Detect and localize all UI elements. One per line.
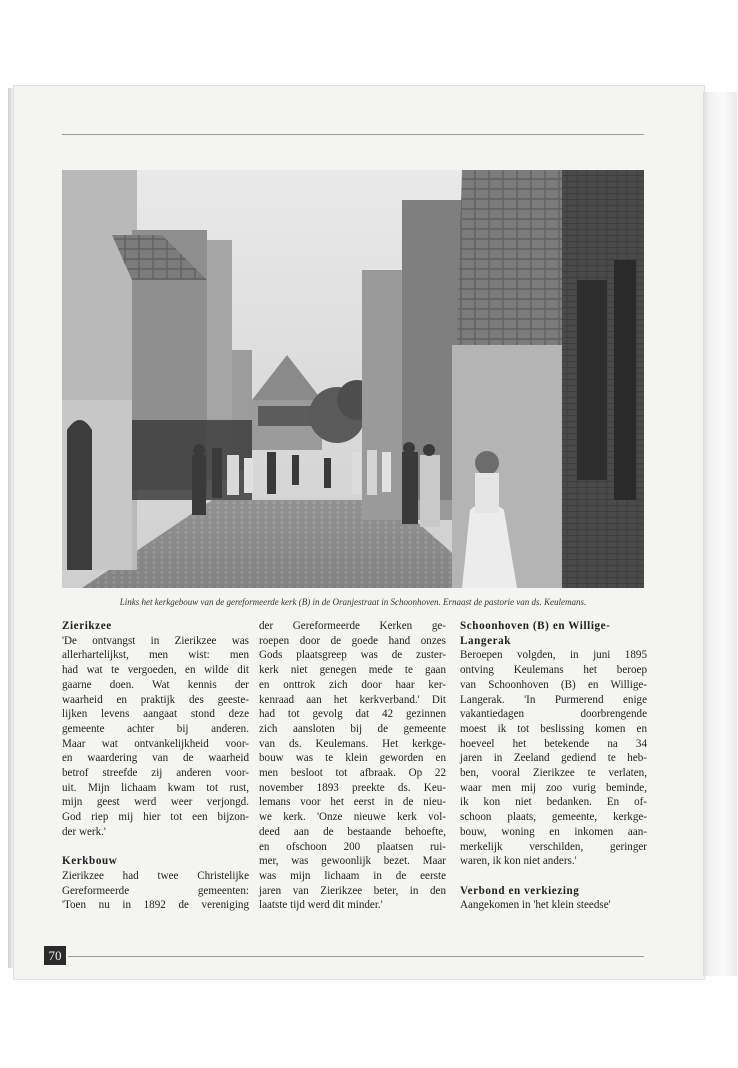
text-line: der werk.' <box>62 825 106 838</box>
text-line: en ofschoon 200 plaatsen rui- <box>259 840 446 853</box>
text-line: deed aan de bestaande behoefte, <box>259 825 446 838</box>
text-line: mijn geest werd weer verjongd. <box>62 796 249 809</box>
text-line: Aangekomen in 'het klein steedse' <box>460 899 611 912</box>
text-line: zich aansloten bij de gemeente <box>259 722 446 735</box>
text-line: Zierikzee had twee Christelijke <box>62 869 249 882</box>
street-photo <box>62 170 644 588</box>
text-line: bouw was te klein geworden en <box>259 752 446 765</box>
text-line: mer, was gewoonlijk bezet. Maar <box>259 855 446 868</box>
text-line: ontving Keulemans het beroep <box>460 664 647 677</box>
text-line: roepen door de goede hand onzes <box>259 634 446 647</box>
section-heading: Verbond en verkiezing <box>460 884 580 897</box>
text-line: Maar wat ontvankelijkheid voor- <box>62 737 249 750</box>
header-rule <box>62 134 644 135</box>
text-line: en onttrok zich door haar ker- <box>259 678 446 691</box>
text-line: betrof streefde zij anderen voor- <box>62 767 249 780</box>
page-number: 70 <box>44 946 66 965</box>
text-line: lijken levens aangaat stond deze <box>62 708 249 721</box>
text-line: was mijn lichaam in de eerste <box>259 869 446 882</box>
text-line: waarheid en praktijk des geeste- <box>62 693 249 706</box>
text-line: hoeveel het betekende na 34 <box>460 737 647 750</box>
text-line: had tot gevolg dat 42 gezinnen <box>259 708 446 721</box>
text-line: Beroepen volgden, in juni 1895 <box>460 649 647 662</box>
text-line: Langerak. 'In Purmerend enige <box>460 693 647 706</box>
text-line: der Gereformeerde Kerken ge- <box>259 620 446 632</box>
text-line: Gereformeerde gemeenten: <box>62 884 249 897</box>
text-column-1 <box>62 619 249 913</box>
text-line: waar men mij zoo vurig beminde, <box>460 781 647 794</box>
text-line: laatste tijd werd dit minder.' <box>259 899 383 912</box>
text-line: ik kon niet bedanken. En of- <box>460 796 647 809</box>
text-line: en waardering van de waarheid <box>62 752 249 765</box>
text-line: gemeente achter bij anderen. <box>62 722 249 735</box>
text-line: kerk niet genegen mede te gaan <box>259 664 446 677</box>
section-heading: Schoonhoven (B) en Willige- <box>460 620 611 632</box>
text-line: jaren in Zeeland gediend te heb- <box>460 752 647 765</box>
text-line: Gods plaatsgreep was de zuster- <box>259 649 446 662</box>
text-line: merkelijk verschilden, geringer <box>460 840 647 853</box>
photo-caption: Links het kerkgebouw van de gereformeerde kerk (B) in de Oranjestraat in Schoonhoven. Ernaast de pastorie van ds. Keulemans. <box>119 597 587 607</box>
text-column-3 <box>460 619 647 913</box>
text-line: men besloot tot afbraak. Op 22 <box>259 767 446 780</box>
text-line: ben, vooral Zierikzee te verlaten, <box>460 767 647 780</box>
text-line: lemans voor het eerst in de nieu- <box>259 796 446 809</box>
section-heading: Langerak <box>460 634 512 647</box>
page-edge <box>703 92 737 976</box>
text-line: van ds. Keulemans. Het kerkge- <box>259 737 446 750</box>
text-line: 'Toen nu in 1892 de vereniging <box>62 899 249 912</box>
paragraph-gap <box>62 840 249 855</box>
text-column-2 <box>259 619 446 913</box>
text-line: allerhartelijkst, men wist: men <box>62 649 249 662</box>
text-line: God riep mij hier tot een bijzon- <box>62 811 249 824</box>
street-photo-image <box>62 170 644 588</box>
text-line: moest ik tot beslissing komen en <box>460 722 647 735</box>
text-line: 'De ontvangst in Zierikzee was <box>62 634 249 647</box>
text-line: van Schoonhoven (B) en Willige- <box>460 678 647 691</box>
section-heading: Kerkbouw <box>62 855 118 868</box>
text-line: bouw, woning en inkomen aan- <box>460 825 647 838</box>
text-line: kenraad aan het kerkverband.' Dit <box>259 693 446 706</box>
section-heading: Zierikzee <box>62 620 112 632</box>
text-line: uit. Mijn lichaam kwam tot rust, <box>62 781 249 794</box>
text-line: waren, ik kon niet anders.' <box>460 855 577 868</box>
text-line: jaren van Zierikzee beter, in den <box>259 884 446 897</box>
footer-rule <box>68 956 644 957</box>
text-line: gaarne doen. Wat kennis der <box>62 678 249 691</box>
text-line: we kerk. 'Onze nieuwe kerk vol- <box>259 811 446 824</box>
text-line: had wat te vergoeden, en wilde dit <box>62 664 249 677</box>
paragraph-gap <box>460 869 647 884</box>
text-line: november 1893 preekte ds. Keu- <box>259 781 446 794</box>
text-line: vakantiedagen doorbrengende <box>460 708 647 721</box>
text-line: schoon plaats, gemeente, kerkge- <box>460 811 647 824</box>
